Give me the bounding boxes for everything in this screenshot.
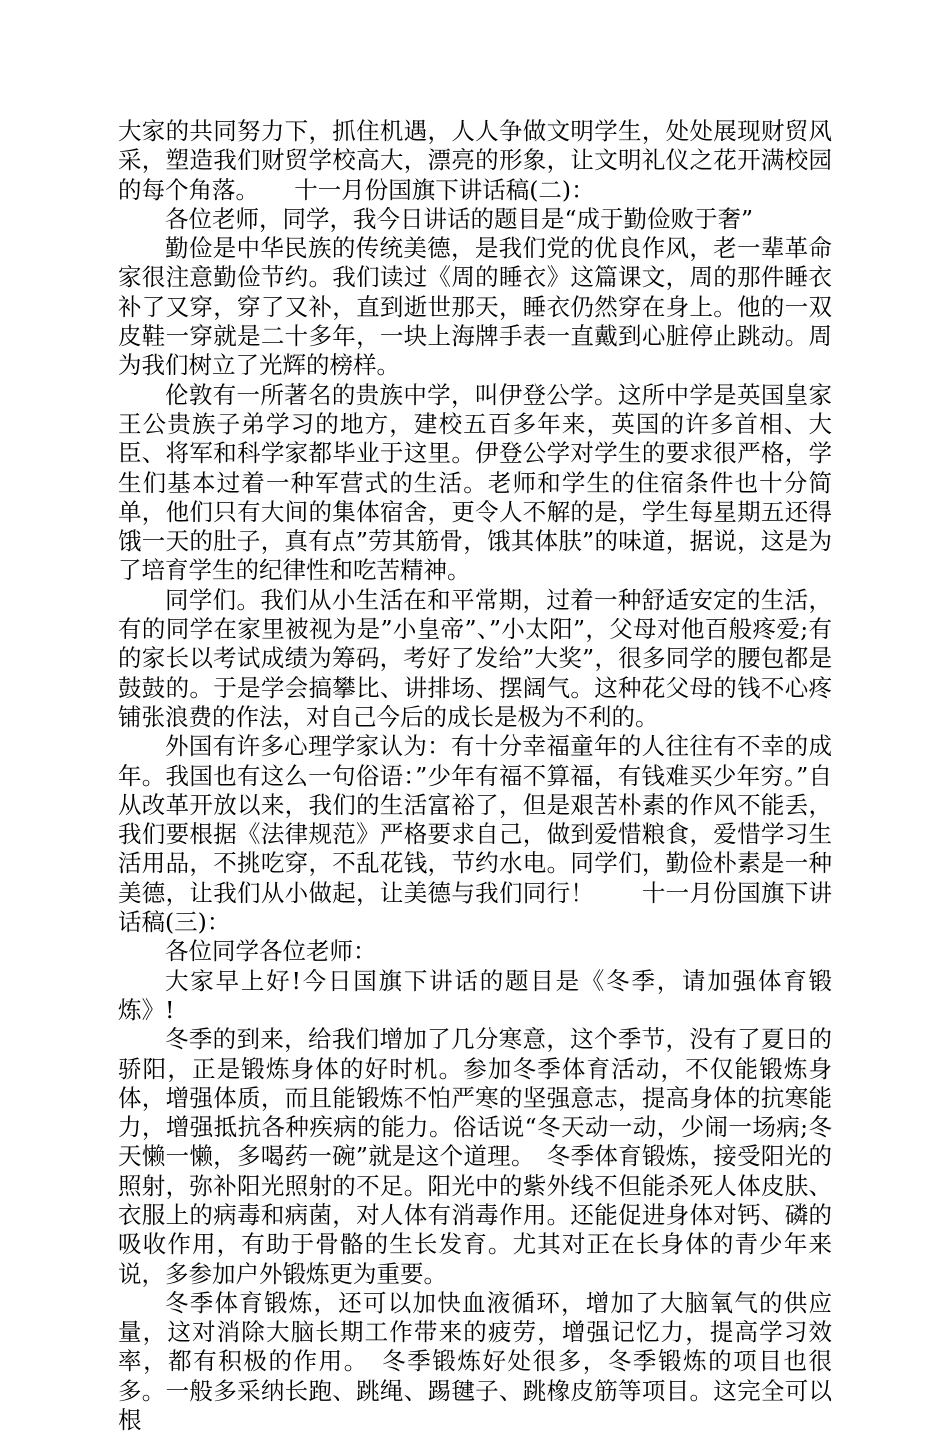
paragraph-7: 各位同学各位老师： (165, 937, 377, 966)
document-page (118, 117, 832, 1435)
paragraph-1: 大家的共同努力下，抓住机遇，人人争做文明学生，处处展现财贸风采，塑造我们财贸学校高大，漂亮的形象，让文明礼仪之花开满校园的每个角落。 十一月份国旗下讲话稿(二)： (118, 117, 832, 204)
paragraph-5: 同学们。我们从小生活在和平常期，过着一种舒适安定的生活，有的同学在家里被视为是”小皇帝”、”小太阳”，父母对他百般疼爱;有的家长以考试成绩为筹码，考好了发给”大奖”，很多同学的腰包都是鼓鼓的。于是学会搞攀比、讲排场、摆阔气。这种花父母的钱不心疼铺张浪费的作法，对自己今后的成长是极为不利的。 (118, 585, 832, 731)
paragraph-6: 外国有许多心理学家认为：有十分幸福童年的人往往有不幸的成年。我国也有这么一句俗语：”少年有福不算福，有钱难买少年穷。”自从改革开放以来，我们的生活富裕了，但是艰苦朴素的作风不能丢，我们要根据《法律规范》严格要求自己，做到爱惜粮食，爱惜学习生活用品，不挑吃穿，不乱花钱，节约水电。同学们，勤俭朴素是一种美德，让我们从小做起，让美德与我们同行！ 十一月份国旗下讲话稿(三)： (118, 732, 832, 937)
paragraph-4: 伦敦有一所著名的贵族中学，叫伊登公学。这所中学是英国皇家王公贵族子弟学习的地方，建校五百多年来，英国的许多首相、大臣、将军和科学家都毕业于这里。伊登公学对学生的要求很严格，学生们基本过着一种军营式的生活。老师和学生的住宿条件也十分简单，他们只有大间的集体宿舍，更令人不解的是，学生每星期五还得饿一天的肚子，真有点”劳其筋骨，饿其体肤”的味道，据说，这是为了培育学生的纪律性和吃苦精神。 (118, 380, 832, 585)
paragraph-8: 大家早上好!今日国旗下讲话的题目是《冬季，请加强体育锻炼》! (118, 966, 832, 1024)
paragraph-10: 冬季体育锻炼，还可以加快血液循环，增加了大脑氧气的供应量，这对消除大脑长期工作带来的疲劳，增强记忆力，提高学习效率，都有积极的作用。 冬季锻炼好处很多，冬季锻炼的项目也很多。一般多采纳长跑、跳绳、踢毽子、跳橡皮筋等项目。这完全可以根 (118, 1288, 832, 1435)
paragraph-2: 各位老师，同学，我今日讲话的题目是“成于勤俭败于奢” (165, 204, 754, 233)
paragraph-3: 勤俭是中华民族的传统美德，是我们党的优良作风，老一辈革命家很注意勤俭节约。我们读过《周的睡衣》这篇课文，周的那件睡衣补了又穿，穿了又补，直到逝世那天，睡衣仍然穿在身上。他的一双皮鞋一穿就是二十多年，一块上海牌手表一直戴到心脏停止跳动。周为我们树立了光辉的榜样。 (118, 234, 832, 380)
paragraph-9: 冬季的到来，给我们增加了几分寒意，这个季节，没有了夏日的骄阳，正是锻炼身体的好时机。参加冬季体育活动，不仅能锻炼身体，增强体质，而且能锻炼不怕严寒的坚强意志，提高身体的抗寒能力，增强抵抗各种疾病的能力。俗话说“冬天动一动，少闹一场病;冬天懒一懒，多喝药一碗”就是这个道理。 冬季体育锻炼，接受阳光的照射，弥补阳光照射的不足。阳光中的紫外线不但能杀死人体皮肤、衣服上的病毒和病菌，对人体有消毒作用。还能促进身体对钙、磷的吸收作用，有助于骨骼的生长发育。尤其对正在长身体的青少年来说，多参加户外锻炼更为重要。 (118, 1025, 832, 1288)
